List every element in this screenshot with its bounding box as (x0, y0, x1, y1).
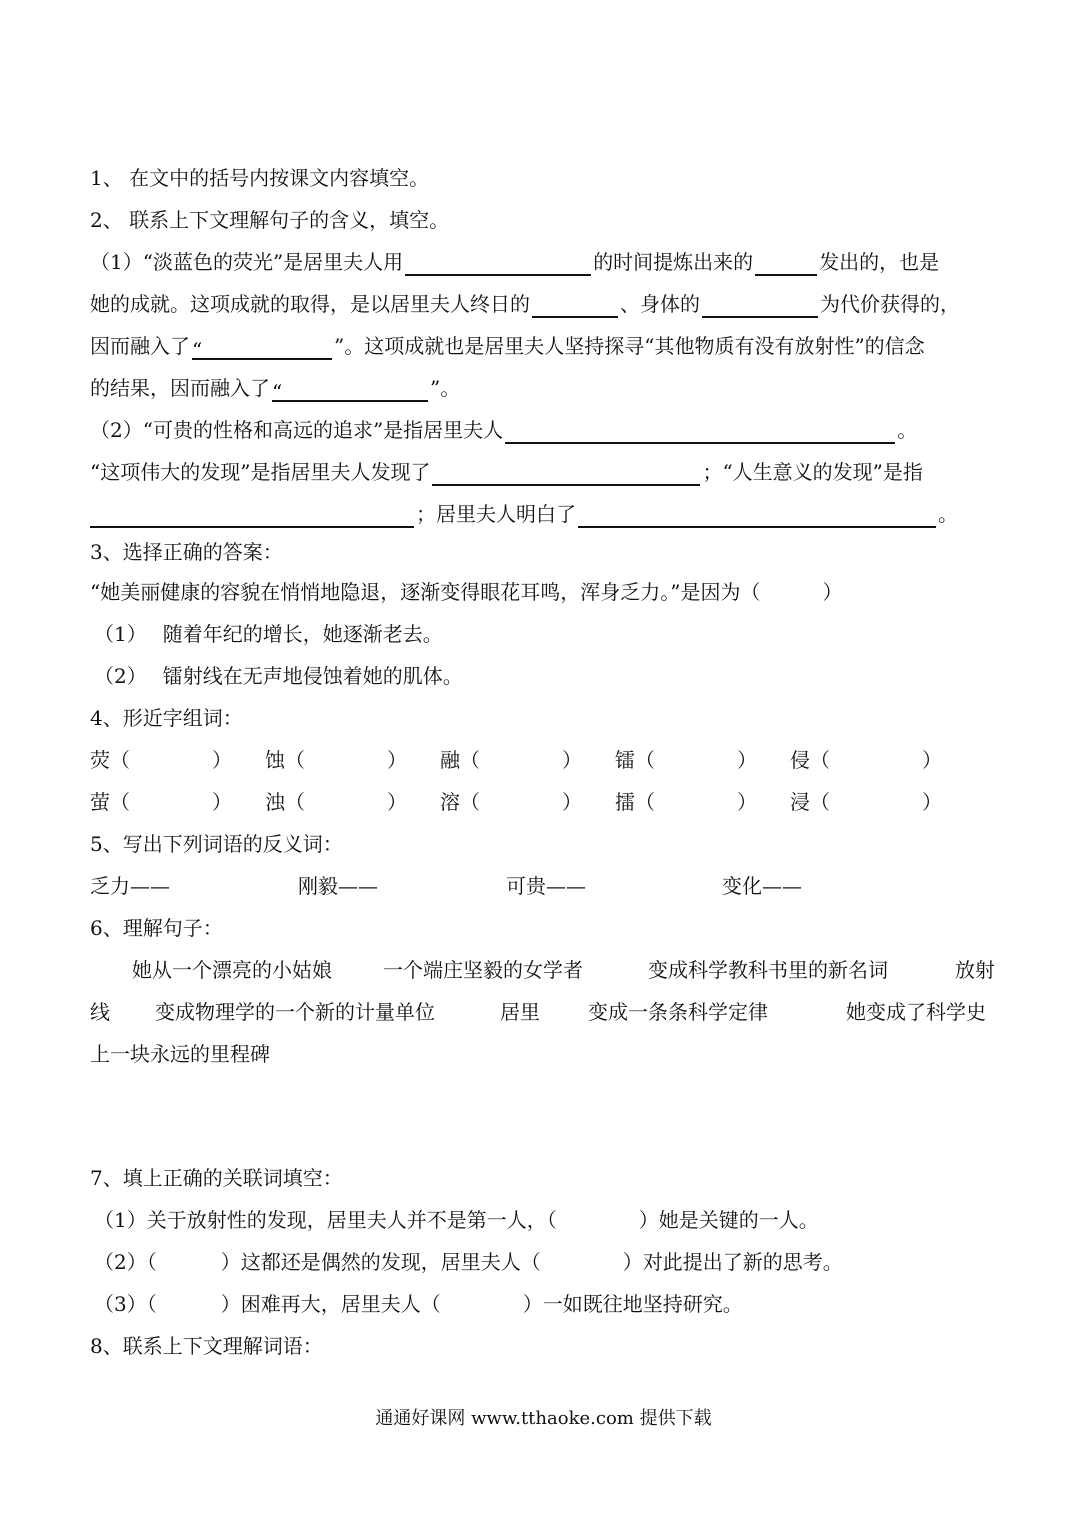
q7-s2-text-b: ）这都还是偶然的发现，居里夫人（ (220, 1250, 541, 1274)
q7-sentence-3 (94, 1290, 743, 1318)
q6-segment: 居里 (500, 1000, 540, 1024)
q2-blank-quote1[interactable] (192, 336, 332, 360)
q2-p1-l2-text-a: 她的成就。这项成就的取得，是以居里夫人终日的 (90, 292, 530, 316)
paren-close: ） (212, 748, 232, 772)
q7-s3-text-b: ）困难再大，居里夫人（ (220, 1292, 441, 1316)
q6-segment: 她从一个漂亮的小姑娘 (132, 958, 332, 982)
q2-p2-l3-text-b: 。 (938, 502, 958, 526)
q6-segment: 她变成了科学史 (846, 1000, 986, 1024)
paren-close: ） (562, 790, 582, 814)
q5-word: 刚毅—— (298, 874, 378, 898)
q4-item (615, 746, 757, 774)
q2-blank-quote2[interactable] (272, 378, 428, 402)
q2-p1-l2-text-b: 、身体的 (620, 292, 700, 316)
q4-char: 浊（ (265, 790, 305, 814)
q4-item (790, 746, 942, 774)
q5-title: 5、写出下列词语的反义词： (90, 832, 343, 856)
quote-mark: “ (192, 338, 203, 362)
q6-segment: 线 (90, 1000, 110, 1024)
q4-item (265, 746, 407, 774)
q3-option-1-num: （1） (94, 622, 147, 646)
q7-s1-text-a: （1）关于放射性的发现，居里夫人并不是第一人，（ (94, 1208, 557, 1232)
q2-p1-text-c: 发出的，也是 (819, 250, 940, 274)
q4-item (440, 788, 582, 816)
q3-option-1-text: 随着年纪的增长，她逐渐老去。 (162, 622, 443, 646)
q2-p2-line2 (90, 458, 923, 486)
q3-option-2-text: 镭射线在无声地侵蚀着她的肌体。 (162, 664, 463, 688)
quote-mark: “ (272, 380, 283, 404)
q2-p2-l2-text-a: “这项伟大的发现”是指居里夫人发现了 (90, 460, 431, 484)
q2-p1-line1 (90, 248, 939, 276)
q2-blank-toil[interactable] (532, 294, 618, 318)
q2-p2-l3-text-a: ；居里夫人明白了 (416, 502, 576, 526)
q2-p1-l3-text-b: ”。这项成就也是居里夫人坚持探寻“其他物质有没有放射性”的信念 (334, 334, 925, 358)
q2-p1-line3 (90, 332, 925, 360)
q2-p1-l4-text-b: ”。 (430, 376, 461, 400)
q3-title: 3、选择正确的答案： (90, 540, 283, 564)
q5-word: 可贵—— (506, 874, 586, 898)
q2-title: 2、 联系上下文理解句子的含义，填空。 (90, 208, 450, 232)
q2-blank-discovery[interactable] (432, 462, 700, 486)
q6-segment: 变成一条条科学定律 (588, 1000, 768, 1024)
q7-sentence-2 (94, 1248, 843, 1276)
q1-title: 1、 在文中的括号内按课文内容填空。 (90, 166, 430, 190)
q8-title: 8、联系上下文理解词语： (90, 1334, 323, 1358)
q6-segment: 变成科学教科书里的新名词 (648, 958, 888, 982)
q2-blank-meaning[interactable] (90, 504, 414, 528)
q6-segment: 放射 (955, 958, 995, 982)
paren-close: ） (737, 790, 757, 814)
q7-s2-text-a: （2）（ (94, 1250, 157, 1274)
q4-item (90, 746, 232, 774)
q2-p2-text-b: 。 (897, 418, 918, 442)
q4-char: 融（ (440, 748, 480, 772)
q4-char: 荧（ (90, 748, 130, 772)
q7-sentence-1 (94, 1206, 819, 1234)
q4-title: 4、形近字组词： (90, 706, 243, 730)
q2-blank-substance[interactable] (755, 252, 817, 276)
paren-close: ） (922, 790, 942, 814)
q3-option-2-num: （2） (94, 664, 147, 688)
paren-close: ） (562, 748, 582, 772)
q7-s2-text-c: ）对此提出了新的思考。 (622, 1250, 843, 1274)
q4-item (90, 788, 232, 816)
q4-item (615, 788, 757, 816)
q2-p1-l2-text-c: 为代价获得的， (820, 292, 960, 316)
q3-question-text: “她美丽健康的容貌在悄悄地隐退，逐渐变得眼花耳鸣，浑身乏力。”是因为（ (90, 580, 761, 604)
q6-segment: 一个端庄坚毅的女学者 (383, 958, 583, 982)
paren-close: ） (737, 748, 757, 772)
q5-word: 乏力—— (90, 874, 170, 898)
q2-p1-l4-text-a: 的结果，因而融入了 (90, 376, 270, 400)
q7-s1-text-b: ）她是关键的一人。 (638, 1208, 819, 1232)
paren-close: ） (387, 748, 407, 772)
q2-p2-l2-text-b: ；“人生意义的发现”是指 (702, 460, 923, 484)
page-footer: 通通好课网 www.tthaoke.com 提供下载 (375, 1408, 712, 1429)
q7-s3-text-a: （3）（ (94, 1292, 157, 1316)
q2-p1-text-a: （1）“淡蓝色的荧光”是居里夫人用 (90, 250, 404, 274)
q2-p1-line2 (90, 290, 960, 318)
q6-segment: 变成物理学的一个新的计量单位 (155, 1000, 435, 1024)
q7-s3-text-c: ）一如既往地坚持研究。 (522, 1292, 743, 1316)
q4-char: 萤（ (90, 790, 130, 814)
q2-p1-text-b: 的时间提炼出来的 (593, 250, 754, 274)
q4-item (265, 788, 407, 816)
q3-option-1 (94, 620, 443, 648)
q2-p1-line4 (90, 374, 460, 402)
paren-close: ） (922, 748, 942, 772)
q6-title: 6、理解句子： (90, 916, 223, 940)
q5-word: 变化—— (722, 874, 802, 898)
q4-char: 擂（ (615, 790, 655, 814)
q4-item (440, 746, 582, 774)
q2-blank-body[interactable] (702, 294, 818, 318)
paren-close: ） (212, 790, 232, 814)
q2-blank-understood[interactable] (578, 504, 936, 528)
q4-char: 侵（ (790, 748, 830, 772)
q2-p2-text-a: （2）“可贵的性格和高远的追求”是指居里夫人 (90, 418, 504, 442)
q2-p2-line3 (90, 500, 958, 528)
q3-question (90, 578, 842, 606)
q4-char: 溶（ (440, 790, 480, 814)
q3-paren-close: ） (822, 580, 843, 604)
q2-p2-line1 (90, 416, 917, 444)
q7-title: 7、填上正确的关联词填空： (90, 1166, 343, 1190)
q4-char: 镭（ (615, 748, 655, 772)
q4-char: 蚀（ (265, 748, 305, 772)
q2-blank-character[interactable] (505, 420, 895, 444)
q4-char: 浸（ (790, 790, 830, 814)
q3-option-2 (94, 662, 463, 690)
q4-item (790, 788, 942, 816)
q2-p1-l3-text-a: 因而融入了 (90, 334, 190, 358)
q6-segment: 上一块永远的里程碑 (90, 1042, 270, 1066)
q2-blank-time[interactable] (405, 252, 591, 276)
paren-close: ） (387, 790, 407, 814)
